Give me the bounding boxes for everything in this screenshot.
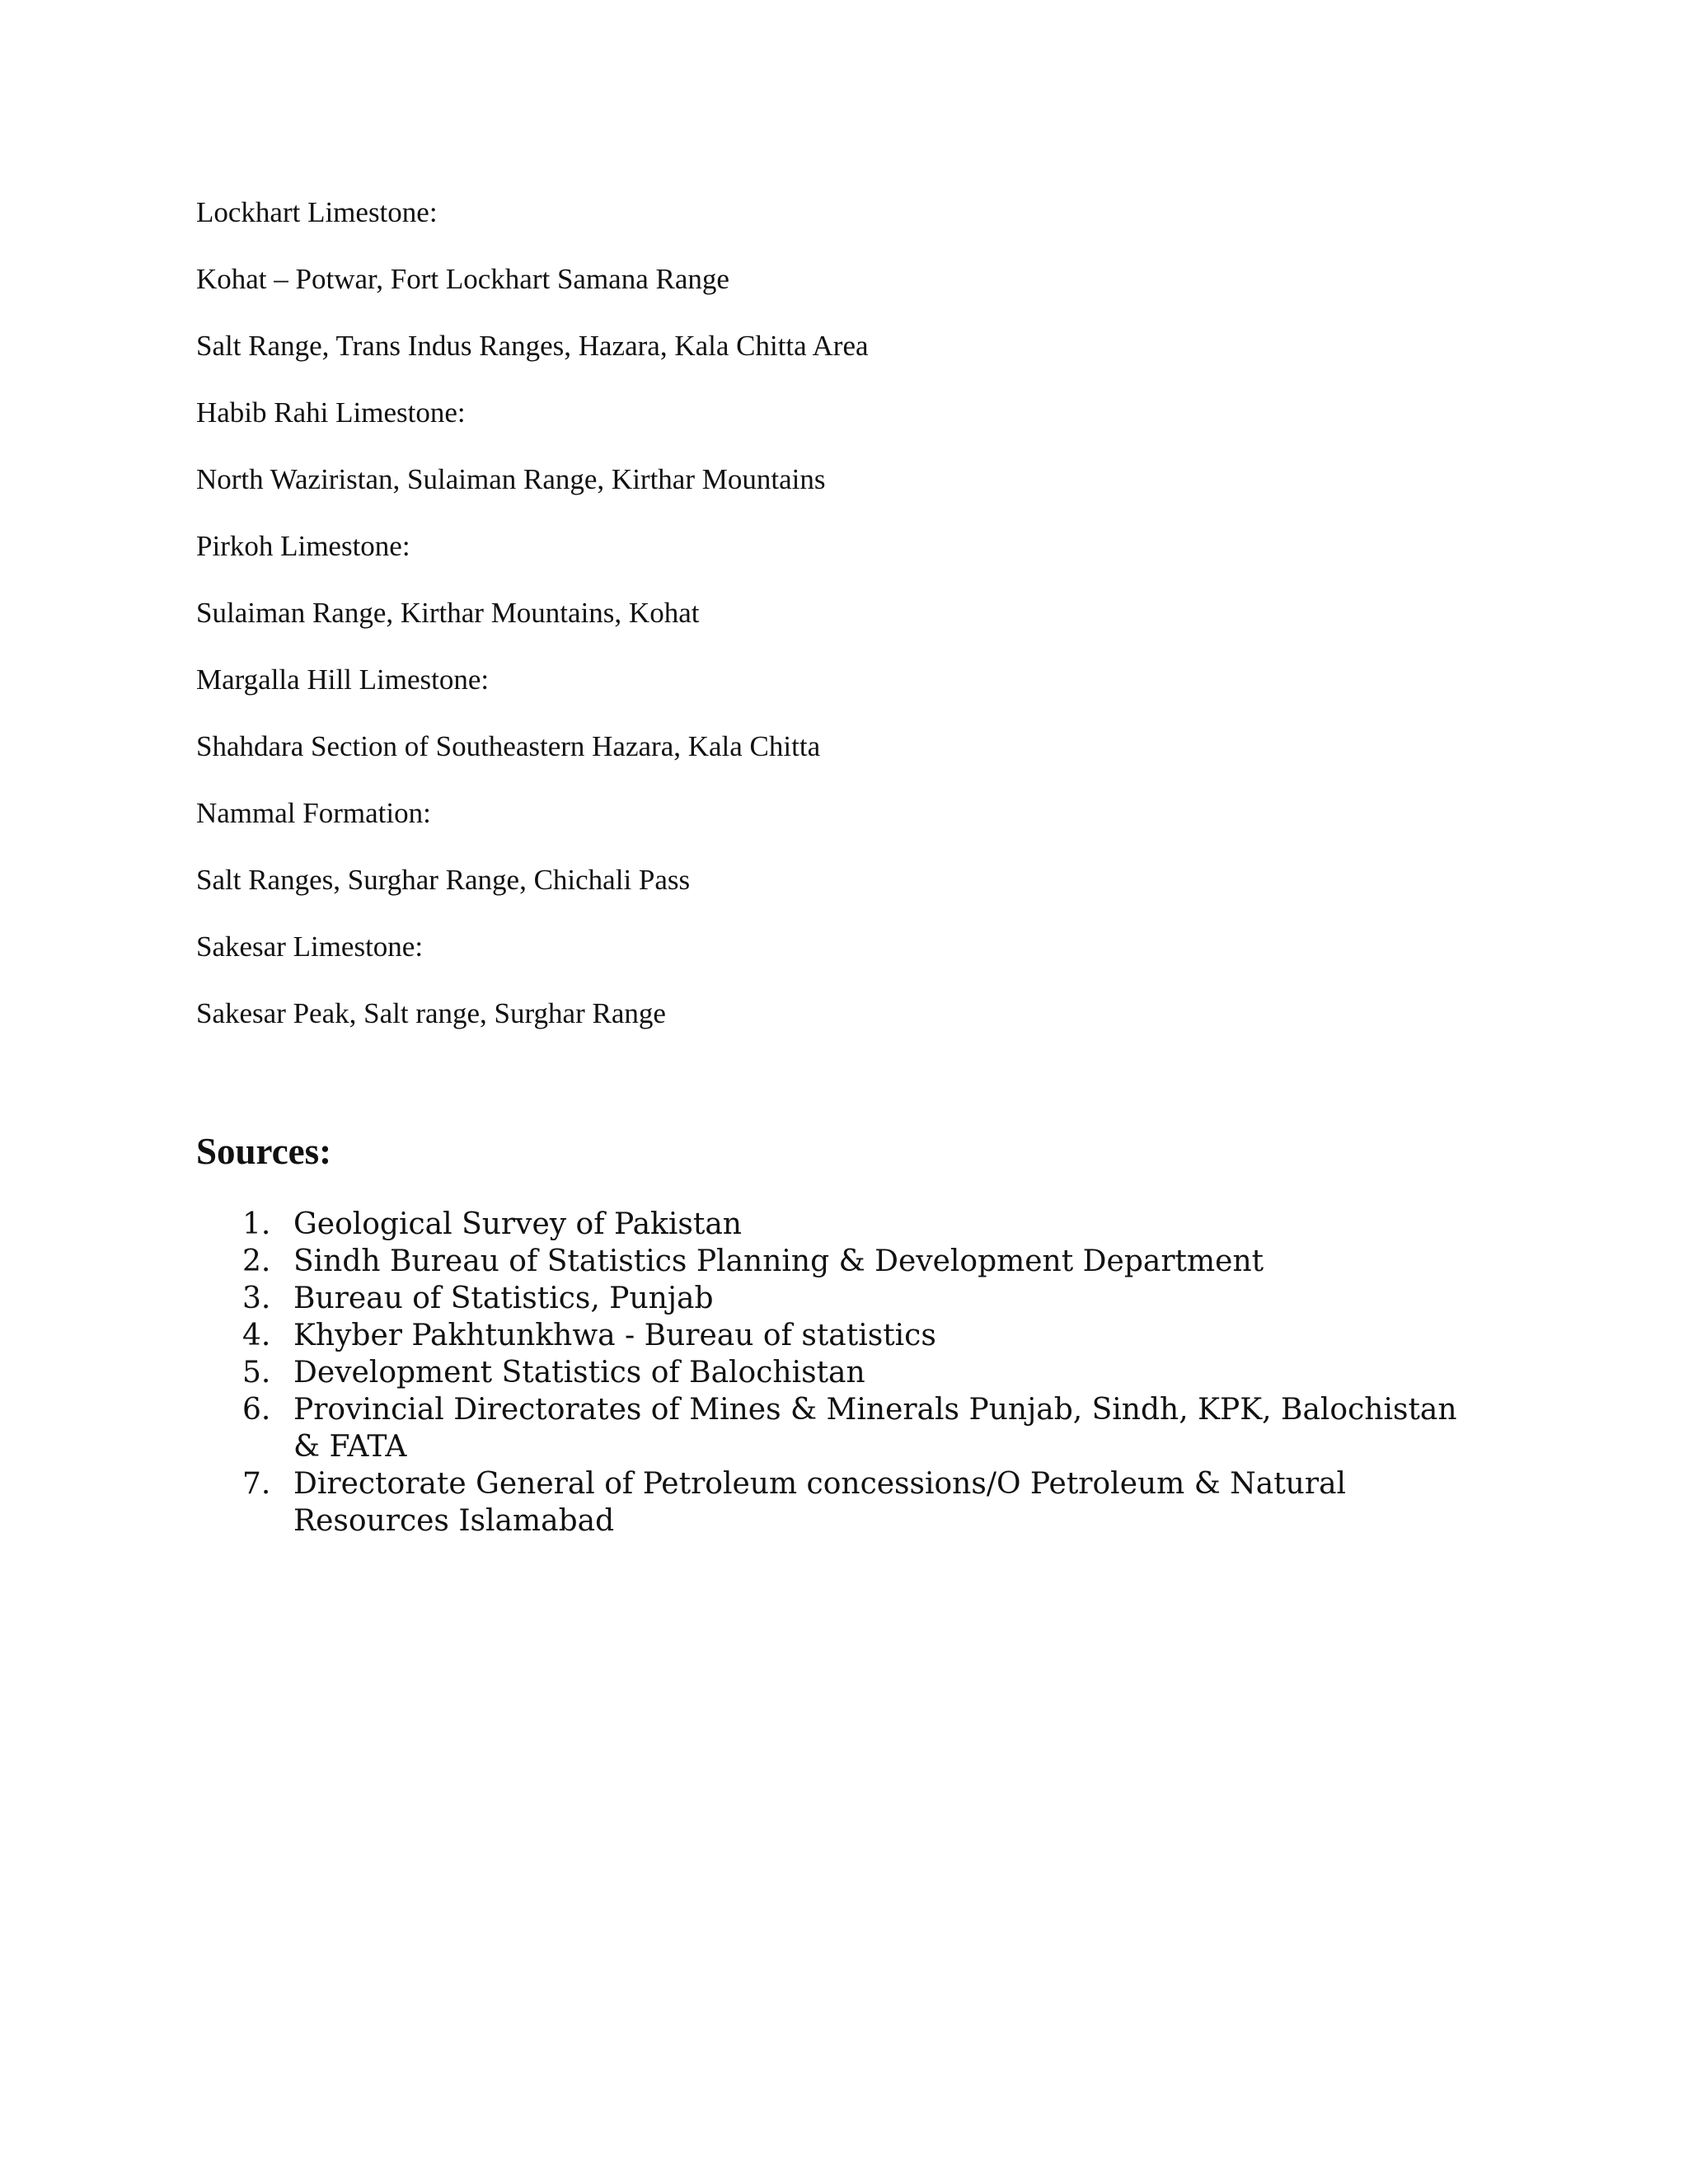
formation-locations-lockhart-1: Kohat – Potwar, Fort Lockhart Samana Range <box>196 263 729 295</box>
source-text: Directorate General of Petroleum concessions/O Petroleum & Natural Resources Islamabad <box>293 1467 1347 1538</box>
source-text: Khyber Pakhtunkhwa - Bureau of statistics <box>293 1319 936 1352</box>
source-number: 4. <box>242 1319 271 1352</box>
formation-locations-lockhart-2: Salt Range, Trans Indus Ranges, Hazara, Kala Chitta Area <box>196 330 869 362</box>
formation-locations-pirkoh: Sulaiman Range, Kirthar Mountains, Kohat <box>196 597 700 629</box>
source-item <box>196 1280 1482 1317</box>
source-item <box>196 1465 1482 1540</box>
formation-heading-nammal: Nammal Formation: <box>196 797 431 829</box>
source-text: Development Statistics of Balochistan <box>293 1356 865 1390</box>
formation-locations-sakesar: Sakesar Peak, Salt range, Surghar Range <box>196 997 666 1029</box>
source-item <box>196 1317 1482 1354</box>
formation-locations-margalla-hill: Shahdara Section of Southeastern Hazara, Kala Chitta <box>196 730 821 762</box>
source-number: 3. <box>242 1282 271 1315</box>
formation-locations-habib-rahi: North Waziristan, Sulaiman Range, Kirthar Mountains <box>196 463 826 495</box>
source-text: Sindh Bureau of Statistics Planning & Development Department <box>293 1244 1264 1278</box>
source-text: Geological Survey of Pakistan <box>293 1207 742 1241</box>
formation-heading-margalla-hill: Margalla Hill Limestone: <box>196 663 490 696</box>
formation-heading-pirkoh: Pirkoh Limestone: <box>196 530 410 562</box>
source-number: 7. <box>242 1467 271 1501</box>
formation-locations-nammal: Salt Ranges, Surghar Range, Chichali Pass <box>196 864 691 896</box>
source-number: 5. <box>242 1356 271 1390</box>
formation-heading-habib-rahi: Habib Rahi Limestone: <box>196 396 466 429</box>
source-number: 2. <box>242 1244 271 1278</box>
formation-heading-lockhart: Lockhart Limestone: <box>196 196 438 228</box>
source-item <box>196 1206 1482 1243</box>
source-item <box>196 1391 1482 1465</box>
sources-heading: Sources: <box>196 1131 332 1172</box>
source-item <box>196 1243 1482 1280</box>
source-number: 6. <box>242 1393 271 1427</box>
sources-list <box>196 1206 1482 1540</box>
source-item <box>196 1354 1482 1391</box>
source-text: Bureau of Statistics, Punjab <box>293 1282 714 1315</box>
source-number: 1. <box>242 1207 271 1241</box>
source-text: Provincial Directorates of Mines & Minerals Punjab, Sindh, KPK, Balochistan & FATA <box>293 1393 1457 1464</box>
formation-heading-sakesar: Sakesar Limestone: <box>196 930 424 963</box>
